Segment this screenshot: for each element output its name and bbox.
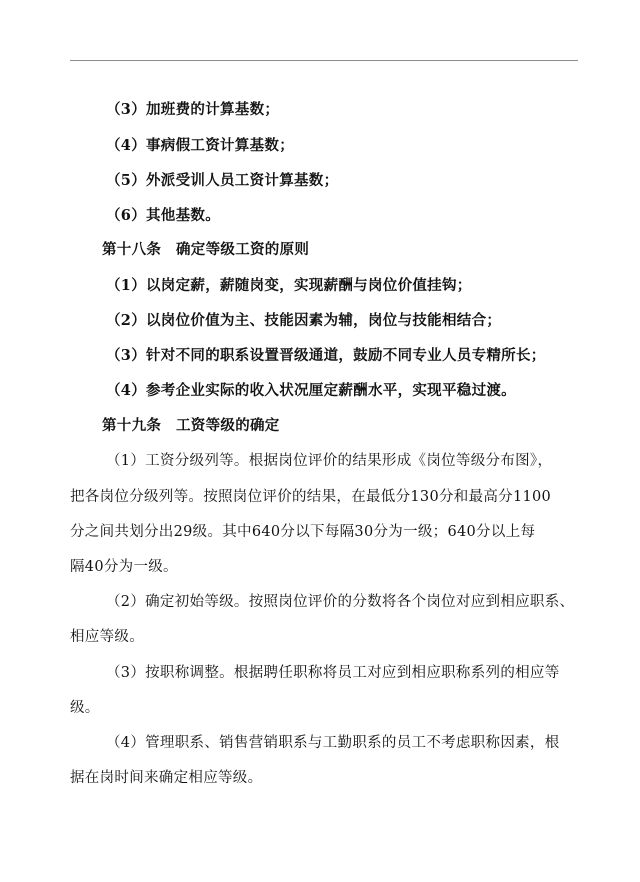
clause-17-item-3: （3）加班费的计算基数； [106,101,280,118]
clause-19-item-3-line-2: 级。 [70,700,100,716]
clause-19-item-4-line-2: 据在岗时间来确定相应等级。 [70,770,263,786]
clause-19-item-3-line-1: （3）按职称调整。根据聘任职称将员工对应到相应职称系列的相应等 [106,665,560,681]
clause-19-item-1-line-4: 隔40分为一级。 [70,559,178,575]
clause-19-item-2-line-1: （2）确定初始等级。按照岗位评价的分数将各个岗位对应到相应职系、 [106,594,575,610]
clause-17-item-5: （5）外派受训人员工资计算基数； [106,172,339,189]
clause-18-item-1: （1）以岗定薪，薪随岗变，实现薪酬与岗位价值挂钩； [106,277,472,294]
header-rule [70,60,578,61]
clause-18-heading: 第十八条 确定等级工资的原则 [102,241,310,258]
clause-19-item-1-line-2: 把各岗位分级列等。按照岗位评价的结果，在最低分130分和最高分1100 [70,489,552,505]
clause-18-item-3: （3）针对不同的职系设置晋级通道，鼓励不同专业人员专精所长； [106,347,546,364]
clause-19-item-1-line-3: 分之间共划分出29级。其中640分以下每隔30分为一级；640分以上每 [70,524,536,540]
clause-17-item-4: （4）事病假工资计算基数； [106,137,294,154]
clause-19-heading: 第十九条 工资等级的确定 [102,417,280,434]
clause-19-item-2-line-2: 相应等级。 [70,629,144,645]
clause-18-item-4: （4）参考企业实际的收入状况厘定薪酬水平，实现平稳过渡。 [106,382,516,399]
clause-19-item-1-line-1: （1）工资分级列等。根据岗位评价的结果形成《岗位等级分布图》， [106,453,553,469]
clause-18-item-2: （2）以岗位价值为主、技能因素为辅，岗位与技能相结合； [106,312,502,329]
clause-17-item-6: （6）其他基数。 [106,207,220,224]
clause-19-item-4-line-1: （4）管理职系、销售营销职系与工勤职系的员工不考虑职称因素，根 [106,735,560,751]
